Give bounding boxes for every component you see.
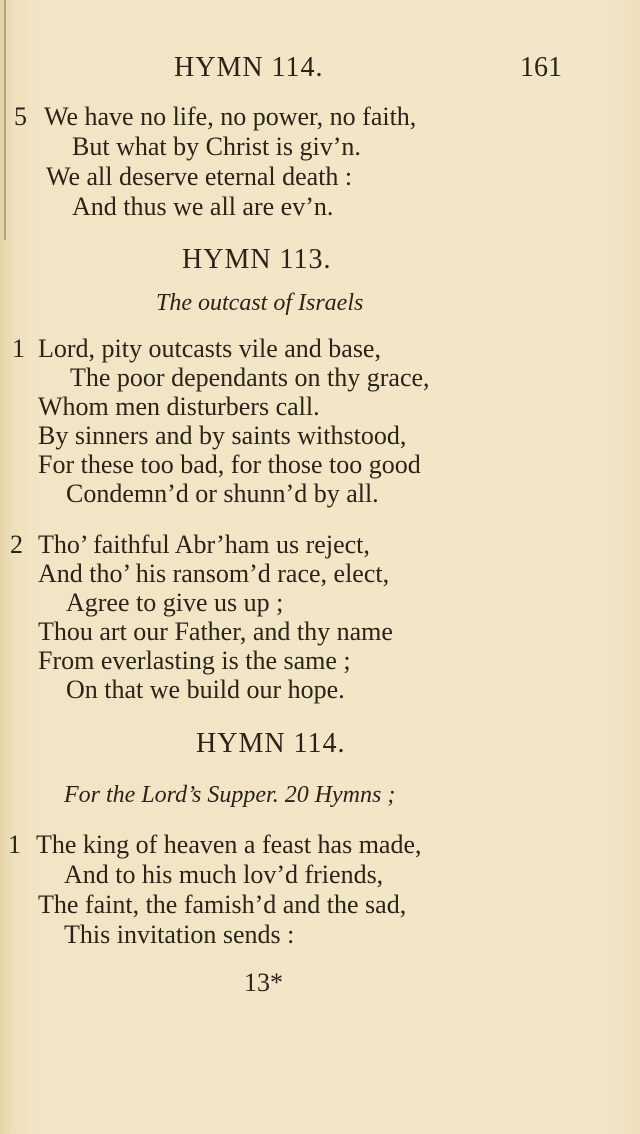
verse-line: We all deserve eternal death : (46, 162, 353, 191)
stanza-number: 2 (10, 530, 23, 559)
signature-mark: 13* (244, 968, 283, 997)
hymn-subtitle: For the Lord’s Supper. 20 Hymns ; (64, 782, 396, 808)
verse-line: By sinners and by saints withstood, (38, 421, 407, 450)
hymn-heading: HYMN 113. (182, 244, 332, 275)
verse-line: The poor dependants on thy grace, (70, 363, 430, 392)
stanza-number: 5 (14, 102, 27, 131)
page-edge-shadow (4, 0, 6, 240)
verse-line: Agree to give us up ; (66, 588, 284, 617)
verse-line: The king of heaven a feast has made, (36, 830, 422, 859)
verse-line: The faint, the famish’d and the sad, (38, 890, 407, 919)
verse-line: For these too bad, for those too good (38, 450, 421, 479)
verse-line: But what by Christ is giv’n. (72, 132, 361, 161)
running-head (0, 52, 640, 86)
hymn-heading: HYMN 114. (196, 728, 346, 759)
verse-line: And to his much lov’d friends, (64, 860, 384, 889)
verse-line: On that we build our hope. (66, 675, 345, 704)
verse-line: And thus we all are ev’n. (72, 192, 334, 221)
verse-line: We have no life, no power, no faith, (44, 102, 417, 131)
verse-line: From everlasting is the same ; (38, 646, 351, 675)
stanza-number: 1 (8, 830, 21, 859)
running-head-title: HYMN 114. (174, 52, 324, 83)
verse-line: This invitation sends : (64, 920, 295, 949)
stanza-number: 1 (12, 334, 25, 363)
verse-line: Thou art our Father, and thy name (38, 617, 393, 646)
verse-line: Condemn’d or shunn’d by all. (66, 479, 379, 508)
verse-line: Lord, pity outcasts vile and base, (38, 334, 381, 363)
verse-line: And tho’ his ransom’d race, elect, (38, 559, 390, 588)
hymn-subtitle: The outcast of Israels (156, 290, 364, 316)
verse-line: Tho’ faithful Abr’ham us reject, (38, 530, 370, 559)
verse-line: Whom men disturbers call. (38, 392, 320, 421)
page-number: 161 (520, 52, 562, 83)
